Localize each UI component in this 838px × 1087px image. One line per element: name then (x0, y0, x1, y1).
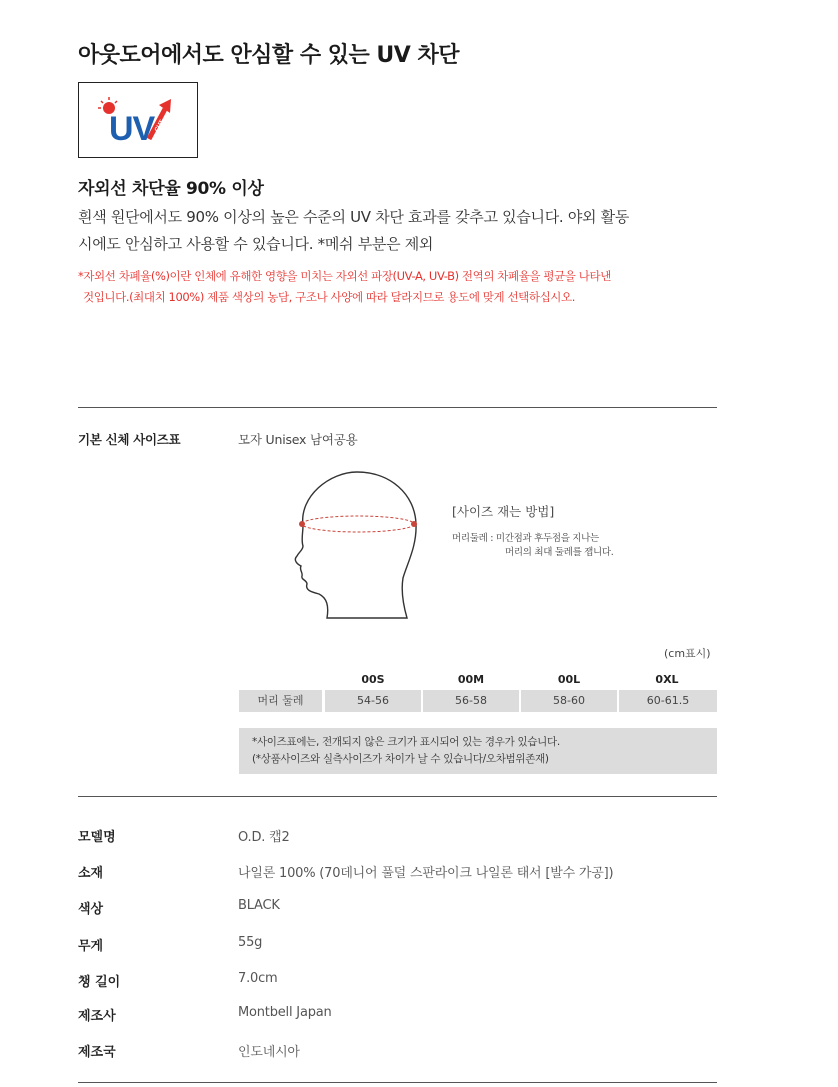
spec-label-model: 모델명 (78, 830, 116, 845)
divider (78, 1082, 717, 1083)
table-cell: 54-56 (325, 690, 421, 712)
spec-value-origin: 인도네시아 (238, 1045, 300, 1060)
how-to-measure-line: 머리둘레 : 미간점과 후두점을 지나는 (452, 533, 599, 544)
uv-description (78, 204, 728, 258)
table-cell: 58-60 (521, 690, 617, 712)
spec-label-weight: 무게 (78, 939, 104, 954)
spec-label-origin: 제조국 (78, 1045, 116, 1060)
spec-value-maker: Montbell Japan (238, 1005, 332, 1020)
table-row-label: 머리 둘레 (239, 690, 322, 712)
unit-label: (cm표시) (664, 647, 711, 660)
uv-note-line: 것입니다.(최대치 100%) 제품 색상의 농담, 구조나 사양에 따라 달라지므로 용도에 맞게 선택하십시오. (83, 290, 575, 304)
size-category: 모자 Unisex 남여공용 (238, 432, 358, 447)
uv-cut-logo (78, 82, 198, 158)
spec-label-material: 소재 (78, 866, 104, 881)
divider (78, 796, 717, 797)
size-header: 00S (361, 673, 385, 686)
uv-description-line: 흰색 원단에서도 90% 이상의 높은 수준의 UV 차단 효과를 갖추고 있습니다. 야외 활동 (78, 208, 630, 226)
spec-value-material: 나일론 100% (70데니어 풀덜 스판라이크 나일론 태서 [발수 가공]) (238, 866, 614, 881)
spec-label-brim: 챙 길이 (78, 975, 121, 990)
how-to-measure-line: 머리의 최대 둘레를 잽니다. (505, 547, 614, 558)
size-header: 00M (457, 673, 485, 686)
size-header: 0XL (655, 673, 679, 686)
size-note-line: (*상품사이즈와 실측사이즈가 차이가 날 수 있습니다/오차범위존재) (252, 753, 549, 765)
svg-text:CUT: CUT (154, 119, 166, 133)
how-to-measure-title: [사이즈 재는 방법] (452, 504, 555, 519)
page-title: 아웃도어에서도 안심할 수 있는 UV 차단 (78, 43, 459, 68)
spec-value-model: O.D. 캡2 (238, 830, 290, 845)
uv-note (78, 266, 728, 308)
spec-value-weight: 55g (238, 935, 263, 950)
spec-value-brim: 7.0cm (238, 971, 278, 986)
spec-label-color: 색상 (78, 902, 104, 917)
uv-cut-icon (79, 83, 197, 157)
table-cell: 56-58 (423, 690, 519, 712)
uv-note-line: *자외선 차폐율(%)이란 인체에 유해한 영향을 미치는 자외선 파장(UV-A, UV-B) 전역의 차폐율을 평균을 나타낸 (78, 269, 611, 283)
head-diagram (285, 466, 435, 628)
table-cell: 60-61.5 (619, 690, 717, 712)
uv-subtitle: 자외선 차단율 90% 이상 (78, 179, 264, 199)
size-notes (239, 728, 717, 774)
spec-value-color: BLACK (238, 898, 280, 913)
size-section-label: 기본 신체 사이즈표 (78, 432, 181, 447)
uv-description-line: 시에도 안심하고 사용할 수 있습니다. *메쉬 부분은 제외 (78, 235, 434, 253)
svg-text:UV: UV (109, 110, 155, 148)
size-note-line: *사이즈표에는, 전개되지 않은 크기가 표시되어 있는 경우가 있습니다. (252, 736, 560, 748)
size-header: 00L (557, 673, 581, 686)
divider (78, 407, 717, 408)
head-outline-icon (285, 466, 435, 624)
spec-label-maker: 제조사 (78, 1009, 116, 1024)
